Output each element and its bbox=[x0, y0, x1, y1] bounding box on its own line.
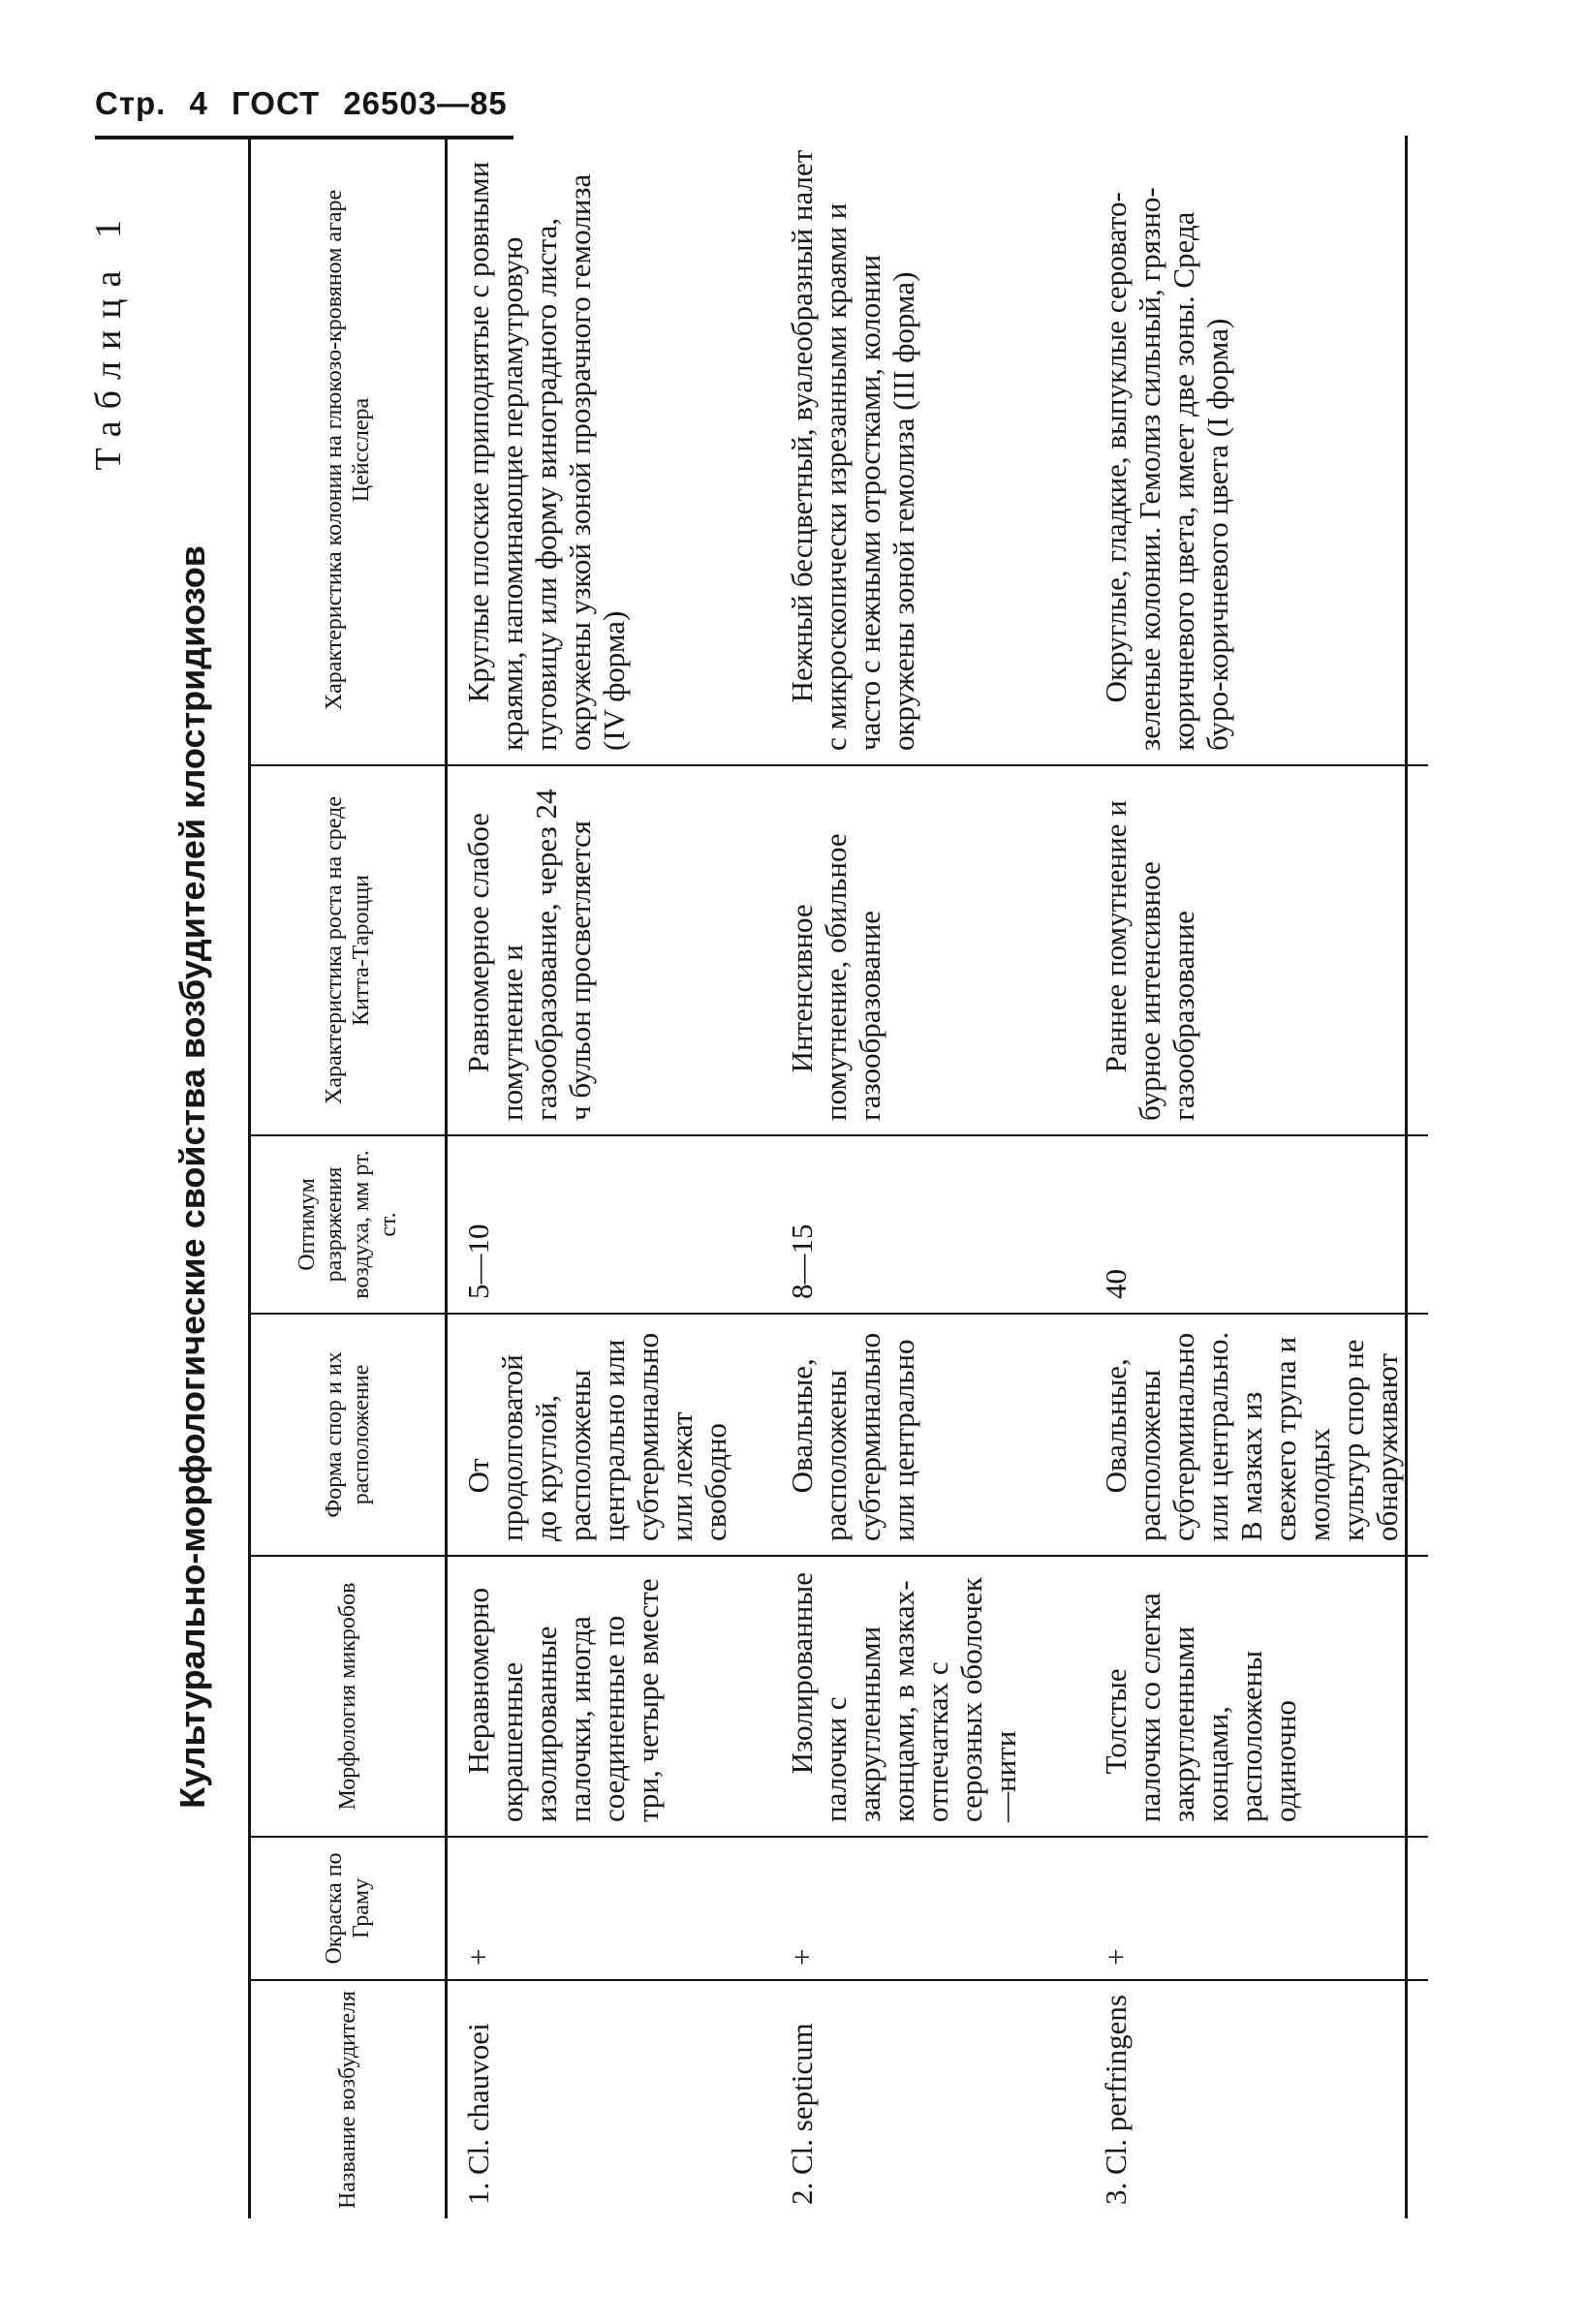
table-label: Таблица 1 bbox=[88, 208, 129, 471]
table-row bbox=[447, 136, 772, 2218]
header-morphology: Морфология микробов bbox=[250, 1556, 447, 1837]
page-number: 4 bbox=[189, 85, 208, 121]
rotated-table-sheet bbox=[58, 136, 1434, 2218]
cell-morphology: Неравномерно окрашенные изолированные палочки, иногда соединенные по три, четыре вместе bbox=[447, 1556, 772, 1837]
cell-name: 2. Cl. septicum bbox=[785, 2023, 819, 2205]
cell-gram: + bbox=[1085, 1837, 1428, 1980]
properties-table bbox=[248, 136, 1428, 2218]
table-header-row bbox=[250, 136, 447, 2218]
cell-colony: Круглые плоские приподнятые с ровными краями, напоминающие перламутровую пуговицу или форму виноградного листа, окружены узкой зоной прозрачного гемолиза (IV форма) bbox=[447, 136, 772, 765]
cell-name: 1. Cl. chauvoei bbox=[461, 2023, 495, 2205]
cell-morphology: Толстые палочки со слегка закругленными концами, расположены одиночно bbox=[1085, 1556, 1428, 1837]
header-gram: Окраска по Граму bbox=[250, 1837, 447, 1980]
cell-growth: Раннее помутнение и бурное интенсивное газообразование bbox=[1085, 765, 1428, 1135]
cell-gram: + bbox=[771, 1837, 1085, 1980]
header-growth: Характеристика роста на среде Китта-Тароцци bbox=[250, 765, 447, 1135]
cell-morphology: Изолированные палочки с закругленными концами, в мазках-отпечатках с серозных оболочек—нити bbox=[771, 1556, 1085, 1837]
table-row bbox=[1085, 136, 1428, 2218]
page-prefix: Стр. bbox=[95, 85, 167, 121]
cell-spores: Овальные, расположены субтерминально или центрально bbox=[771, 1314, 1085, 1556]
cell-vacuum: 8—15 bbox=[771, 1135, 1085, 1314]
cell-spores: Овальные, расположены субтерминально или центрально. В мазках из свежего трупа и молодых культур спор не обнаруживают bbox=[1085, 1314, 1428, 1556]
table-row bbox=[771, 136, 1085, 2218]
cell-growth: Интенсивное помутнение, обильное газообразование bbox=[771, 765, 1085, 1135]
standard-label: ГОСТ bbox=[232, 85, 321, 121]
cell-colony: Округлые, гладкие, выпуклые серовато-зеленые колонии. Гемолиз сильный, грязно-коричневого цвета, имеет две зоны. Среда буро-коричневого цвета (I форма) bbox=[1085, 136, 1428, 765]
table-title: Культурально-морфологические свойства возбудителей клостридиозов bbox=[172, 545, 212, 1809]
header-spores: Форма спор и их расположение bbox=[250, 1314, 447, 1556]
page-header bbox=[95, 85, 513, 122]
header-name: Название возбудителя bbox=[250, 1980, 447, 2218]
header-colony: Характеристика колонии на глюкозо-кровяном агаре Цейсслера bbox=[250, 136, 447, 765]
cell-gram: + bbox=[447, 1837, 772, 1980]
cell-name: 3. Cl. perfringens bbox=[1099, 1995, 1133, 2205]
cell-vacuum: 5—10 bbox=[447, 1135, 772, 1314]
cell-colony: Нежный бесцветный, вуалеобразный налет с микроскопически изрезанными краями и частo с нежными отростками, колонии окружены зоной гемолиза (III форма) bbox=[771, 136, 1085, 765]
header-vacuum: Оптимум разряжения воздуха, мм рт. ст. bbox=[250, 1135, 447, 1314]
cell-vacuum: 40 bbox=[1085, 1135, 1428, 1314]
standard-number: 26503—85 bbox=[343, 85, 508, 121]
cell-spores: От продолговатой до круглой, расположены центрально или субтерминально или лежат свободно bbox=[447, 1314, 772, 1556]
table-bottom-rule bbox=[1405, 136, 1408, 2218]
cell-growth: Равномерное слабое помутнение и газообразование, через 24 ч бульон просветляется bbox=[447, 765, 772, 1135]
